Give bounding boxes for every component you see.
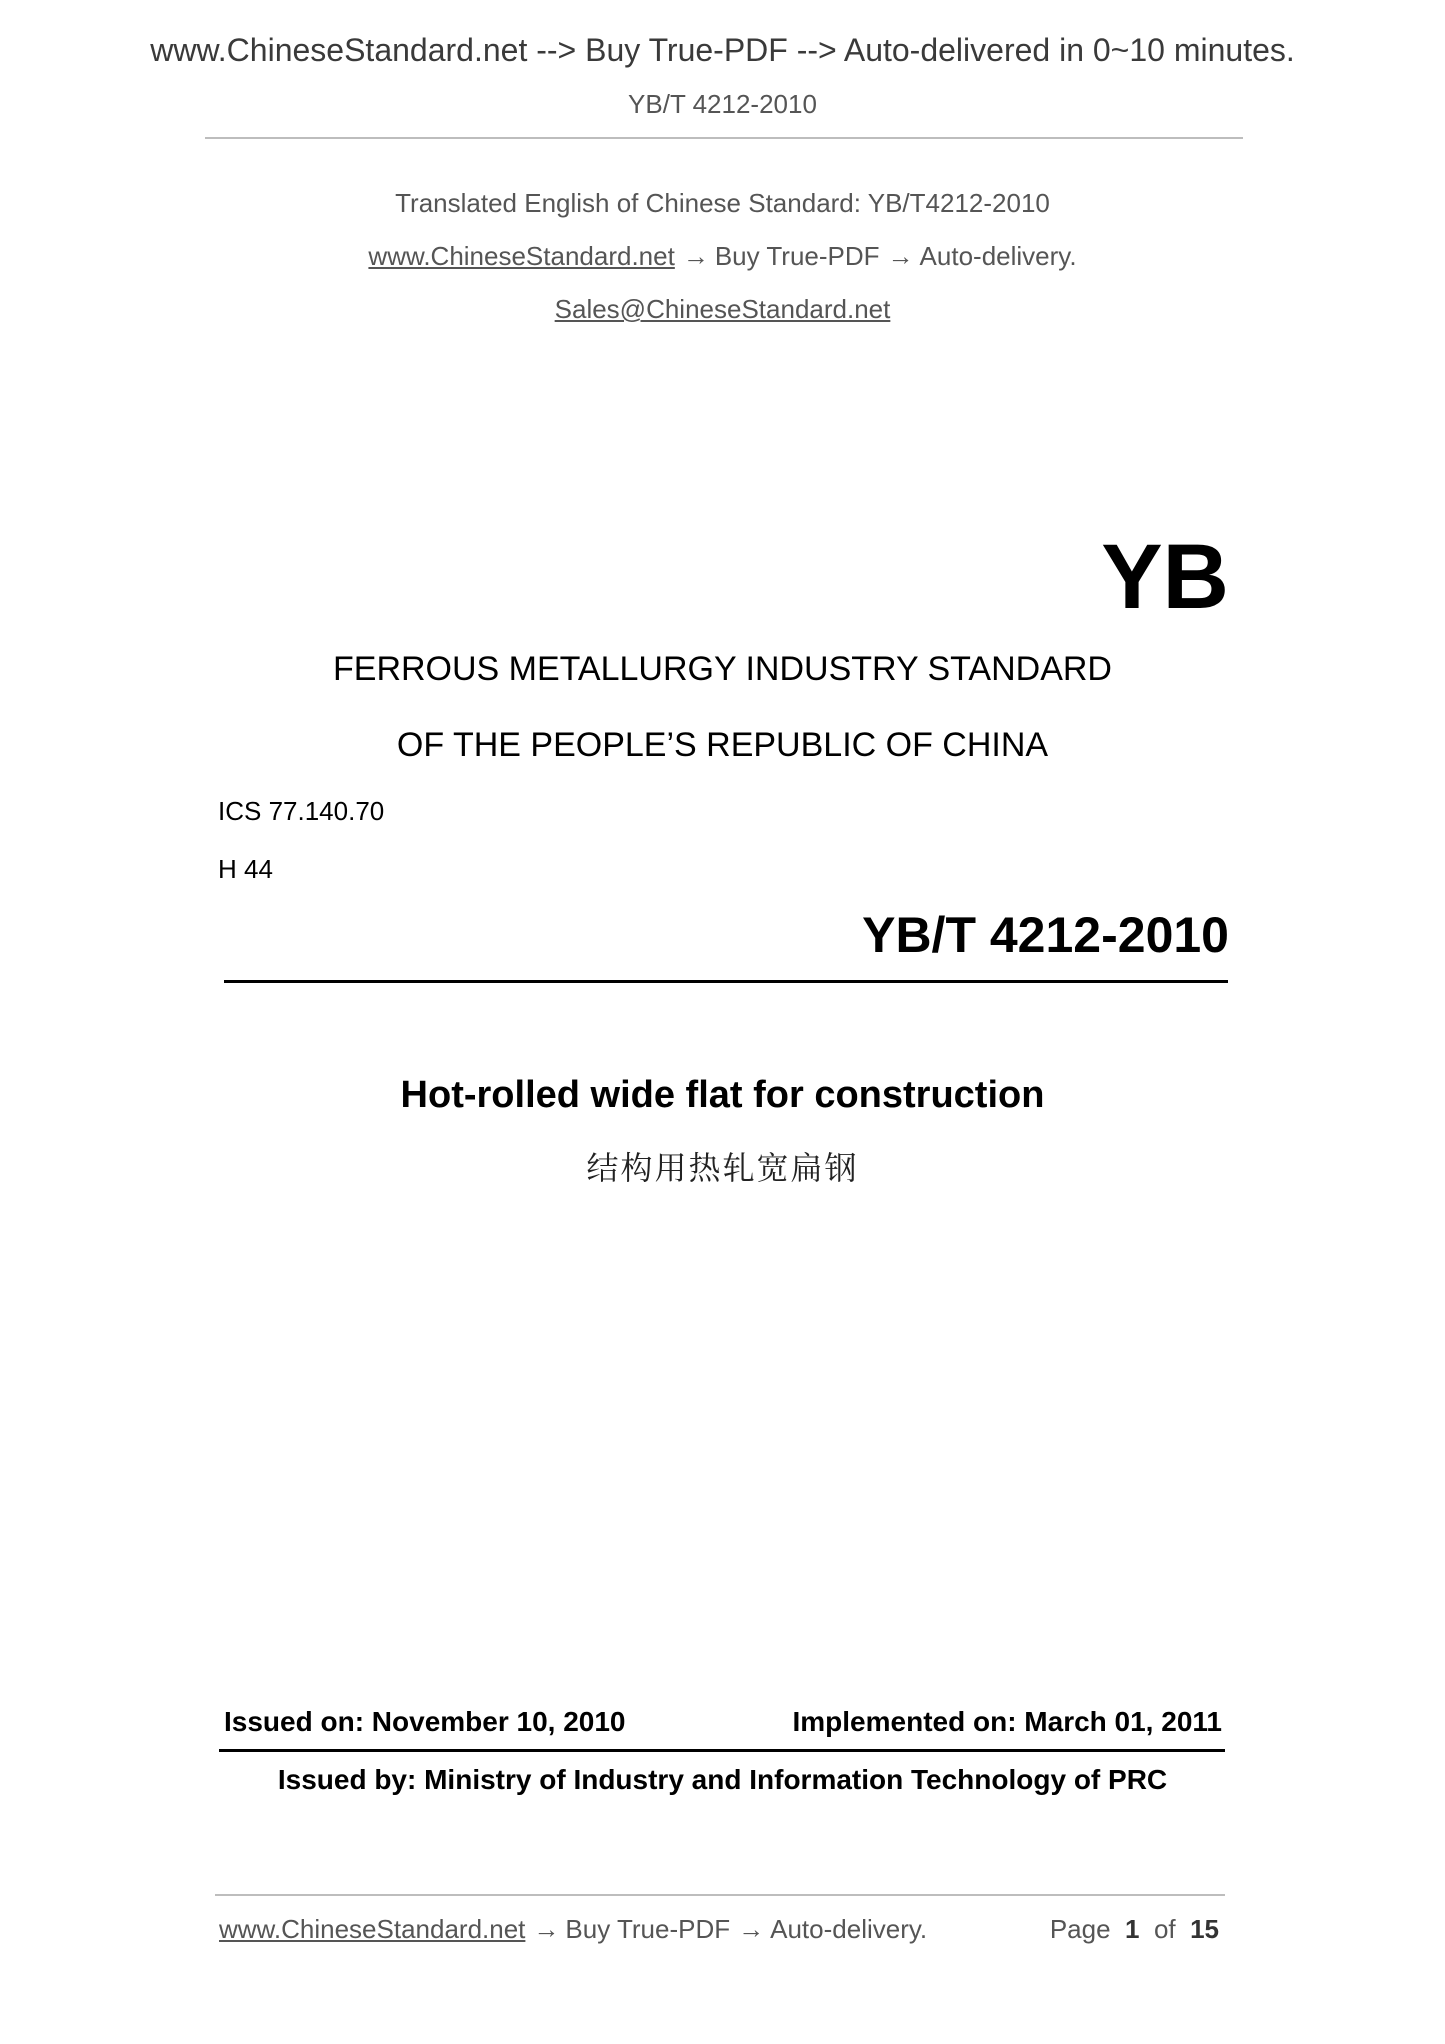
page-of-label: of <box>1153 1914 1176 1944</box>
page-indicator <box>1050 1912 1219 1946</box>
header-divider <box>205 137 1243 139</box>
footer-divider <box>215 1894 1225 1896</box>
ccs-code: H 44 <box>218 854 273 884</box>
email-line <box>0 292 1445 326</box>
page-label: Page <box>1049 1914 1111 1944</box>
purchase-line <box>0 239 1445 273</box>
ics-code: ICS 77.140.70 <box>218 796 385 826</box>
right-arrow-icon: → <box>682 241 709 271</box>
page-total: 15 <box>1190 1914 1219 1944</box>
page-current: 1 <box>1125 1914 1140 1944</box>
standard-title-line-1: FERROUS METALLURGY INDUSTRY STANDARD <box>333 650 1112 688</box>
footer-purchase-line <box>219 1912 927 1946</box>
standard-number: YB/T 4212-2010 <box>862 907 1229 963</box>
top-banner: www.ChineseStandard.net --> Buy True-PDF --> Auto-delivered in 0~10 minutes. <box>150 32 1295 68</box>
footer-buy-true-pdf-text: Buy True-PDF <box>565 1914 731 1944</box>
buy-true-pdf-text: Buy True-PDF <box>714 241 880 271</box>
document-title: Hot-rolled wide flat for construction <box>400 1074 1045 1116</box>
issuance-divider <box>219 1749 1225 1752</box>
implemented-on-date: Implemented on: March 01, 2011 <box>792 1706 1222 1737</box>
sales-email-link[interactable]: Sales@ChineseStandard.net <box>554 294 891 324</box>
document-title-chinese: 结构用热轧宽扁钢 <box>586 1150 859 1186</box>
right-arrow-icon: → <box>887 241 914 271</box>
running-head: YB/T 4212-2010 <box>628 89 817 119</box>
standard-mark: YB <box>1101 526 1229 628</box>
issuance-dates <box>224 1704 1222 1740</box>
translation-notice: Translated English of Chinese Standard: YB/T4212-2010 <box>395 188 1050 218</box>
auto-delivery-text: Auto-delivery. <box>919 241 1077 271</box>
standard-number-divider <box>224 980 1228 983</box>
standard-title-line-2: OF THE PEOPLE’S REPUBLIC OF CHINA <box>396 726 1049 764</box>
issuing-authority: Issued by: Ministry of Industry and Information Technology of PRC <box>277 1764 1168 1795</box>
footer-auto-delivery-text: Auto-delivery. <box>770 1914 928 1944</box>
right-arrow-icon: → <box>738 1914 765 1944</box>
footer-site-link[interactable]: www.ChineseStandard.net <box>219 1914 526 1944</box>
site-link[interactable]: www.ChineseStandard.net <box>368 241 675 271</box>
right-arrow-icon: → <box>533 1914 560 1944</box>
issued-on-date: Issued on: November 10, 2010 <box>224 1706 626 1737</box>
